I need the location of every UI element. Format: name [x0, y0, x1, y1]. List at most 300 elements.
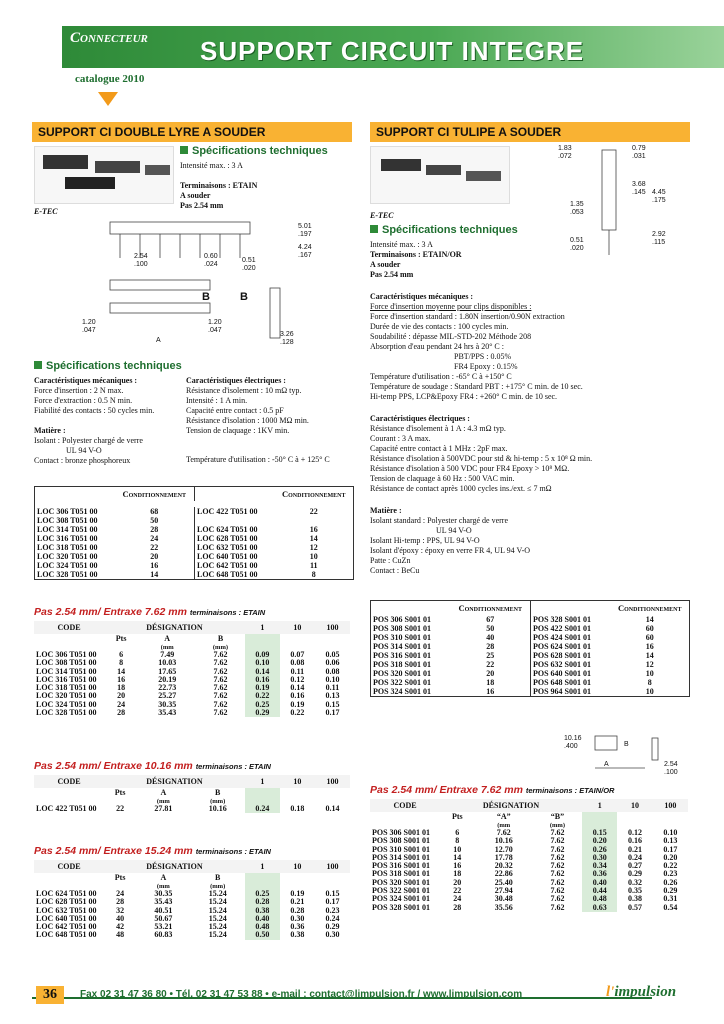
table-cell: 0.22 — [290, 708, 305, 718]
table-cell: 0.14 — [325, 804, 340, 813]
table-cell: 25 — [486, 651, 495, 660]
table-cell: POS 648 S001 01 — [531, 678, 611, 687]
table-cell — [315, 788, 350, 798]
table-cell: 12.70 — [494, 844, 513, 854]
dim-t: .100 — [134, 261, 148, 268]
table-cell: 8 — [311, 570, 316, 579]
table-cell: 0.40 — [582, 879, 617, 887]
table-cell: 32 — [116, 905, 125, 915]
dim-t: .047 — [208, 327, 222, 334]
table1-title: Pas 2.54 mm/ Entraxe 7.62 mm terminaisons : ETAIN — [34, 606, 266, 618]
table-cell: 16 — [309, 525, 318, 534]
table-cell: 1 — [245, 860, 280, 873]
table-cell: LOC 422 T051 00 — [195, 507, 275, 516]
table-cell — [280, 873, 315, 883]
table-cell: 12 — [645, 660, 654, 669]
mat-title: Matière : — [370, 506, 402, 515]
table-cell: 35.43 — [154, 897, 173, 907]
table-cell: 18 — [453, 869, 462, 879]
table-cell: 0.30 — [582, 854, 617, 862]
table-cell: CODE — [34, 621, 104, 634]
table-cell: 16 — [453, 861, 462, 871]
mat-line: Patte : CuZn — [370, 556, 411, 565]
table-cell: POS 316 S001 01 — [373, 651, 432, 660]
catalog-year: catalogue 2010 — [75, 73, 145, 85]
table-cell: 0.30 — [290, 913, 305, 923]
table-cell: A — [164, 634, 171, 643]
cond-head: Conditionnement — [122, 489, 186, 499]
table-cell: 10 — [645, 687, 654, 696]
table-cell — [370, 812, 440, 822]
elec-line: Résistance d'isolation à 500 VDC pour FR4 Epoxy > 10⁸ MΩ. — [370, 464, 570, 473]
dim-t: .145 — [632, 189, 646, 196]
table-cell: 7.62 — [550, 836, 565, 846]
table-cell: 22.86 — [494, 869, 513, 879]
table-cell: 15.24 — [208, 889, 227, 898]
table-cell: 7.62 — [550, 844, 565, 854]
table-cell: LOC 648 T051 00 — [195, 570, 275, 580]
table-cell: POS 424 S001 01 — [531, 633, 611, 642]
table-cell: 0.16 — [290, 691, 305, 701]
table-cell: A — [160, 788, 167, 797]
table-cell: 22 — [116, 804, 125, 813]
table-cell: 0.13 — [663, 836, 678, 846]
table-cell: 7.62 — [550, 861, 565, 871]
dim-t: .197 — [298, 231, 312, 238]
table-cell: 40 — [116, 913, 125, 923]
table-cell: “B” — [550, 812, 565, 821]
table-cell: POS 310 S001 01 — [373, 633, 432, 642]
table-cell — [245, 873, 280, 883]
table-cell — [245, 634, 280, 644]
elec-line: Capacité entre contact à 1 MHz : 2pF max. — [370, 444, 508, 453]
table-cell: 28 — [486, 642, 495, 651]
mech-line: Soudabilité : dépasse MIL-STD-202 Méthode 208 — [370, 332, 532, 341]
table-cell: 10 — [453, 844, 462, 854]
table-cell: 0.12 — [628, 828, 642, 837]
table-cell: 1 — [245, 621, 280, 634]
dim-t: 4.45 — [652, 189, 666, 196]
right-section-title: SUPPORT CI TULIPE A SOUDER — [370, 122, 690, 142]
mech-line: Force d'insertion standard : 1.80N insertion/0.90N extraction — [370, 312, 565, 321]
table-cell: 24 — [117, 699, 126, 709]
table-cell: POS 318 S001 01 — [372, 869, 431, 879]
table-cell: 0.50 — [245, 931, 280, 939]
table-cell: 68 — [150, 507, 159, 516]
mat-line: Contact : bronze phosphoreux — [34, 456, 131, 465]
table-cell: 10.03 — [158, 658, 177, 668]
dim-t: .020 — [242, 265, 256, 272]
table-cell: 0.10 — [325, 674, 340, 684]
table-cell: POS 624 S001 01 — [531, 642, 611, 651]
table-cell — [34, 788, 104, 798]
table-cell: 15.24 — [208, 913, 227, 923]
table-cell: 0.40 — [245, 915, 280, 923]
table-cell: 0.34 — [582, 862, 617, 870]
cond-row — [371, 633, 690, 642]
table-cell: 42 — [116, 922, 125, 932]
price-table-1 — [34, 621, 350, 717]
table-cell: 0.19 — [290, 699, 305, 709]
table-row — [370, 904, 688, 912]
table-cell: 0.29 — [245, 709, 280, 717]
table-cell: 14 — [117, 666, 126, 676]
table-cell: POS 306 S001 01 — [373, 615, 432, 624]
table-cell: 40.51 — [154, 905, 173, 915]
table-cell: Pts — [451, 812, 463, 821]
mat-line: UL 94 V-O — [66, 446, 102, 455]
footer-contact[interactable]: Fax 02 31 47 36 80 • Tél. 02 31 47 53 88 • e-mail : contact@limpulsion.fr / www.limpulsion.com — [80, 989, 523, 1000]
table-cell: 0.09 — [245, 651, 280, 659]
table-cell: 0.13 — [325, 691, 340, 701]
table4-title: Pas 2.54 mm/ Entraxe 7.62 mm terminaisons : ETAIN/OR — [370, 784, 615, 796]
table-cell: LOC 320 T051 00 — [37, 552, 98, 561]
cond-row — [35, 516, 354, 525]
table-cell: 7.62 — [550, 877, 565, 887]
table-cell: 20 — [486, 669, 495, 678]
table-cell: 60 — [645, 633, 654, 642]
table-cell: POS 314 S001 01 — [372, 852, 431, 862]
table-cell: 10 — [645, 669, 654, 678]
table-cell: 15.24 — [208, 922, 227, 932]
mech-line: PBT/PPS : 0.05% — [454, 352, 512, 361]
elec-line: Tension de claquage : 1KV min. — [186, 426, 290, 435]
table-cell: 0.24 — [325, 913, 340, 923]
table-cell: 30.35 — [158, 699, 177, 709]
table-cell: LOC 306 T051 00 — [36, 650, 97, 659]
cond-head: Conditionnement — [458, 603, 522, 613]
table-cell: 0.17 — [663, 844, 678, 854]
table-cell: 17.65 — [158, 666, 177, 676]
table-cell: 0.15 — [325, 889, 340, 898]
table-cell: 6 — [119, 650, 124, 659]
table-cell: 20.19 — [158, 674, 177, 684]
spec-term: Terminaisons : ETAIN — [180, 181, 258, 190]
dim-t: .100 — [664, 769, 678, 776]
table-cell: 16 — [117, 674, 126, 684]
mech-line: Force d'extraction : 0.5 N min. — [34, 396, 133, 405]
table-cell: 50.67 — [154, 913, 173, 923]
table-cell: 14 — [645, 615, 654, 624]
table-cell: 0.48 — [582, 895, 617, 903]
table-cell: 28 — [150, 525, 159, 534]
table-cell: “A” — [496, 812, 511, 821]
table-cell: LOC 640 T051 00 — [195, 552, 275, 561]
dim-t: .128 — [280, 339, 294, 346]
dim-t: .115 — [652, 239, 666, 246]
table-cell: 0.23 — [663, 869, 678, 879]
table-cell: 17.78 — [494, 852, 513, 862]
table-cell: LOC 324 T051 00 — [37, 561, 98, 570]
table-cell: 0.08 — [325, 666, 340, 676]
cond-row — [371, 624, 690, 633]
table-cell: 35.43 — [158, 708, 177, 718]
table-cell: 0.38 — [290, 930, 305, 940]
table-cell: POS 316 S001 01 — [372, 861, 431, 871]
spec-line: Terminaisons : ETAIN/OR — [370, 250, 462, 259]
table-cell: 50 — [150, 516, 159, 525]
table-cell: POS 322 S001 01 — [372, 886, 431, 896]
table-cell: POS 328 S001 01 — [531, 615, 611, 624]
table-cell: (mm) — [212, 644, 229, 651]
table-cell: B — [215, 873, 221, 882]
table-cell: (mm) — [210, 798, 226, 805]
mech-line: FR4 Epoxy : 0.15% — [454, 362, 518, 371]
table-cell — [653, 812, 688, 822]
table-cell: 27.94 — [494, 886, 513, 896]
table-cell: 22 — [309, 507, 318, 516]
temp-line: Température d'utilisation : -50° C à + 125° C — [186, 455, 330, 464]
dim-t: .053 — [570, 209, 584, 216]
cond-row — [371, 642, 690, 651]
dim-t: B — [202, 291, 210, 303]
table-header — [34, 621, 350, 634]
table-cell: 0.44 — [582, 887, 617, 895]
table-cell: 7.62 — [550, 869, 565, 879]
mech-title: Caractéristiques mécaniques : — [370, 292, 474, 301]
dim-t: A — [604, 761, 609, 768]
table-cell: POS 318 S001 01 — [373, 660, 432, 669]
table-cell: 24 — [116, 889, 125, 898]
table-cell: POS 628 S001 01 — [531, 651, 611, 660]
table-cell — [315, 873, 350, 883]
table-cell: 0.15 — [325, 699, 340, 709]
right-spec-block — [370, 240, 700, 576]
mech-title: Caractéristiques mécaniques : — [34, 376, 138, 385]
table-cell: 0.26 — [663, 877, 678, 887]
cond-row — [35, 534, 354, 543]
dim-t: 1.83 — [558, 145, 572, 152]
table-subheader — [34, 634, 350, 644]
mech-line: Hi-temp PPS, LCP&Epoxy FR4 : +260° C min. de 10 sec. — [370, 392, 558, 401]
table-cell: 0.29 — [325, 922, 340, 932]
table-cell: POS 320 S001 01 — [373, 669, 432, 678]
table-cell: 25.27 — [158, 691, 177, 701]
elec-line: Résistance d'isolement à 1 A : 4.3 mΩ typ. — [370, 424, 506, 433]
table-cell: DÉSIGNATION — [104, 860, 245, 873]
table-cell: 15.24 — [208, 930, 227, 940]
cond-row — [35, 543, 354, 552]
table-header — [34, 860, 350, 873]
dim-t: 5.01 — [298, 223, 312, 230]
table-cell: 16 — [486, 687, 495, 696]
table-cell: POS 324 S001 01 — [373, 687, 432, 696]
table-cell: LOC 306 T051 00 — [37, 507, 98, 516]
dim-t: 1.20 — [208, 319, 222, 326]
table-cell: LOC 318 T051 00 — [36, 683, 97, 693]
table-cell: 8 — [647, 678, 652, 687]
table-cell: 0.26 — [582, 846, 617, 854]
table-cell: 0.12 — [290, 674, 305, 684]
table-cell: 1 — [245, 775, 280, 788]
table-cell: POS 328 S001 01 — [372, 902, 431, 912]
elec-line: Courant : 3 A max. — [370, 434, 431, 443]
table2-title: Pas 2.54 mm/ Entraxe 10.16 mm terminaisons : ETAIN — [34, 760, 271, 772]
dim-t: 3.68 — [632, 181, 646, 188]
cond-row — [35, 507, 354, 516]
table-cell: 7.62 — [496, 828, 511, 837]
elec-line: Tension de claquage à 60 Hz : 500 VAC min. — [370, 474, 515, 483]
table-cell: 7.62 — [213, 650, 228, 659]
table-cell — [617, 812, 652, 822]
table-cell: 0.28 — [245, 898, 280, 906]
table-row — [34, 709, 350, 717]
table-cell: 0.48 — [245, 923, 280, 931]
table-cell: 0.22 — [245, 692, 280, 700]
table-subheader — [34, 873, 350, 883]
table-row — [34, 805, 350, 813]
table-cell: 0.24 — [628, 852, 642, 862]
cond-row — [371, 669, 690, 678]
table-cell — [245, 788, 280, 798]
table-cell: LOC 642 T051 00 — [36, 922, 97, 932]
table-cell: 27.81 — [154, 804, 173, 813]
table-cell: Pts — [114, 788, 126, 797]
mech-line: Force d'insertion moyenne pour clips disponibles : — [370, 302, 532, 311]
dim-t: 0.51 — [570, 237, 584, 244]
left-section-title: SUPPORT CI DOUBLE LYRE A SOUDER — [32, 122, 352, 142]
table-cell — [34, 634, 104, 644]
table-cell: LOC 324 T051 00 — [36, 699, 97, 709]
table-cell: 28 — [116, 897, 125, 907]
table-cell: LOC 422 T051 00 — [36, 804, 97, 813]
mat-title: Matière : — [34, 426, 66, 435]
cond-row — [371, 687, 690, 697]
cond-table-left — [34, 486, 354, 580]
table-cell: 7.62 — [213, 658, 228, 668]
table-cell: CODE — [34, 775, 104, 788]
table-cell — [280, 788, 315, 798]
table-cell: 0.23 — [325, 905, 340, 915]
table-cell: 0.05 — [325, 650, 340, 659]
table-cell: 48 — [116, 930, 125, 940]
table-cell: A — [160, 873, 167, 882]
elec-line: Résistance de contact après 1000 cycles ins./ext. ≤ 7 mΩ — [370, 484, 552, 493]
table3-title: Pas 2.54 mm/ Entraxe 15.24 mm terminaisons : ETAIN — [34, 845, 271, 857]
table-cell: 25.40 — [494, 877, 513, 887]
tulip-socket-icon — [371, 147, 511, 205]
table-cell: LOC 648 T051 00 — [36, 930, 97, 940]
table-cell: LOC 632 T051 00 — [195, 543, 275, 552]
elec-line: Intensité : 1 A min. — [186, 396, 248, 405]
table-cell: 28 — [117, 708, 126, 718]
table-cell: 0.32 — [628, 877, 642, 887]
table-cell: POS 632 S001 01 — [531, 660, 611, 669]
dim-t: 10.16 — [564, 735, 582, 742]
table-cell: LOC 320 T051 00 — [36, 691, 97, 701]
dim-t: 1.20 — [82, 319, 96, 326]
table-cell: LOC 624 T051 00 — [36, 889, 97, 898]
table-cell — [280, 634, 315, 644]
table-cell: 14 — [453, 852, 462, 862]
table-cell: POS 320 S001 01 — [372, 877, 431, 887]
table-cell: 100 — [653, 799, 688, 812]
dim-t: 4.24 — [298, 244, 312, 251]
table-cell: 0.28 — [290, 905, 305, 915]
product-photo-right — [370, 146, 510, 204]
table-cell: LOC 628 T051 00 — [195, 534, 275, 543]
table-cell: 7.62 — [550, 894, 565, 904]
table-cell: 0.08 — [290, 658, 305, 668]
table-cell: 20 — [453, 877, 462, 887]
table-cell: 0.15 — [582, 829, 617, 837]
mech-line: Force d'insertion : 2 N max. — [34, 386, 124, 395]
elec-title: Caractéristiques électriques : — [370, 414, 470, 423]
table-cell: 0.25 — [245, 701, 280, 709]
table-cell: 0.31 — [663, 894, 678, 904]
dim-t: 0.60 — [204, 253, 218, 260]
spec-solder: A souder — [180, 191, 211, 200]
table-cell: 35.56 — [494, 902, 513, 912]
mat-line: UL 94 V-O — [436, 526, 472, 535]
table-cell: 60 — [645, 624, 654, 633]
table-cell: POS 308 S001 01 — [372, 836, 431, 846]
table-cell: POS 322 S001 01 — [373, 678, 432, 687]
cond-row — [35, 570, 354, 580]
table-cell: 0.27 — [628, 861, 642, 871]
spec-line: Intensité max. : 3 A — [370, 240, 433, 249]
table-cell: CODE — [370, 799, 440, 812]
brand-label: E-TEC — [34, 207, 58, 216]
table-cell: LOC 642 T051 00 — [195, 561, 275, 570]
table-cell: 12 — [309, 543, 318, 552]
table-cell: 0.35 — [628, 886, 642, 896]
table-cell: 22 — [150, 543, 159, 552]
mat-line: Isolant standard : Polyester chargé de verre — [370, 516, 509, 525]
table-cell: 0.14 — [245, 668, 280, 676]
elec-title: Caractéristiques électriques : — [186, 376, 286, 385]
dim-t: 0.51 — [242, 257, 256, 264]
table-cell: 0.30 — [325, 930, 340, 940]
table-cell: 6 — [455, 828, 460, 837]
table-cell: 0.19 — [245, 684, 280, 692]
dim-t: .175 — [652, 197, 666, 204]
mat-line: Isolant Hi-temp : PPS, UL 94 V-O — [370, 536, 480, 545]
table-cell: POS 308 S001 01 — [373, 624, 432, 633]
table-cell: LOC 632 T051 00 — [36, 905, 97, 915]
table-cell: 67 — [486, 615, 495, 624]
table-cell: LOC 314 T051 00 — [37, 525, 98, 534]
table-cell: LOC 316 T051 00 — [36, 674, 97, 684]
table-cell: 60.83 — [154, 930, 173, 940]
table-cell: 0.16 — [628, 836, 642, 846]
table-cell: 100 — [315, 860, 350, 873]
table-cell: 15.24 — [208, 905, 227, 915]
page-number: 36 — [36, 986, 64, 1004]
table-header — [34, 775, 350, 788]
table-cell: 0.14 — [290, 683, 305, 693]
table-cell: LOC 640 T051 00 — [36, 913, 97, 923]
cond-row — [371, 678, 690, 687]
table-cell: 28 — [453, 902, 462, 912]
table-cell: 0.18 — [290, 804, 305, 813]
table-cell: 24 — [150, 534, 159, 543]
table-cell: 0.06 — [325, 658, 340, 668]
table-cell: 0.24 — [245, 805, 280, 813]
dim-t: .072 — [558, 153, 572, 160]
table-cell: DÉSIGNATION — [104, 775, 245, 788]
spec-intensity: Intensité max. : 3 A — [180, 161, 243, 170]
table-cell: 7.62 — [213, 674, 228, 684]
table-cell — [275, 516, 354, 525]
table-cell: (mm) — [549, 822, 566, 829]
table-cell: 30.35 — [154, 889, 173, 898]
table-cell: (mm — [156, 883, 170, 890]
cond-table-right — [370, 600, 690, 697]
table-cell: POS 306 S001 01 — [372, 828, 431, 837]
cond-head: Conditionnement — [282, 489, 346, 499]
spec-line: A souder — [370, 260, 401, 269]
